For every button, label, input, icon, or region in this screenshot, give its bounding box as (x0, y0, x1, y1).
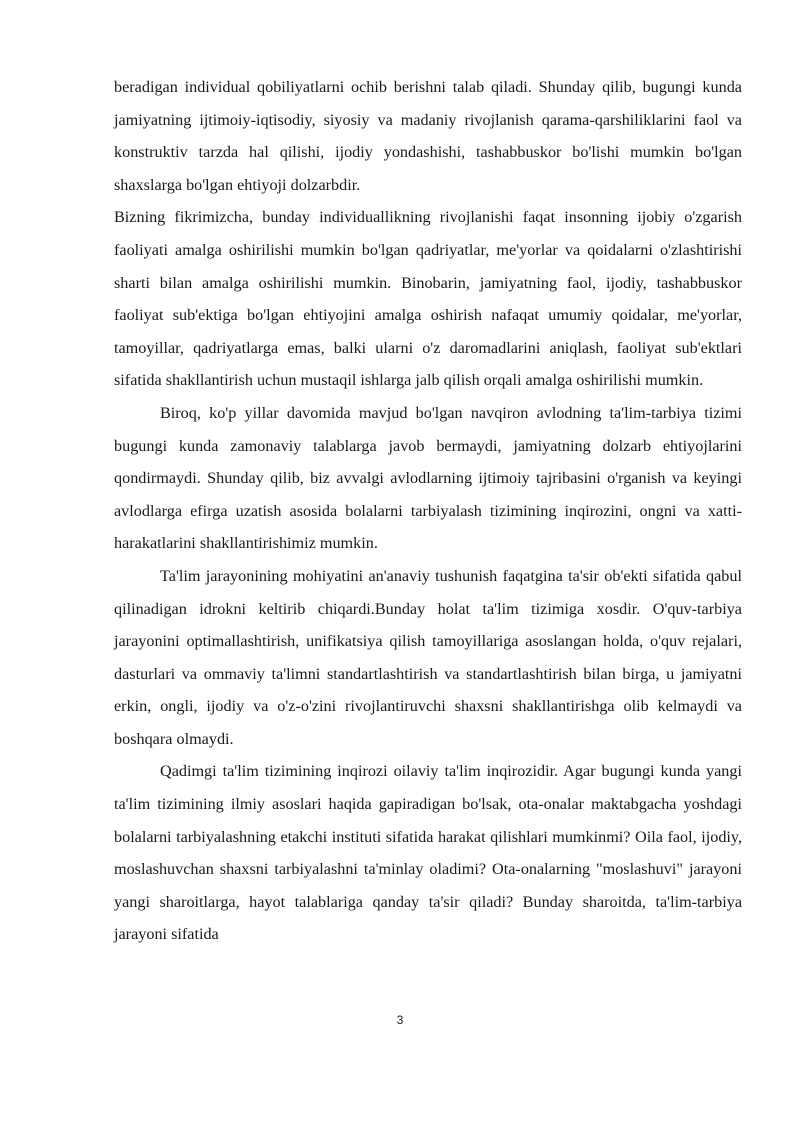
document-body (114, 71, 742, 951)
paragraph-2: Bizning fikrimizcha, bunday individuallikning rivojlanishi faqat insonning ijobiy o'zgarish faoliyati amalga oshirilishi mumkin bo'lgan qadriyatlar, me'yorlar va qoidalarni o'zlashtirishi sharti bilan amalga oshirilishi mumkin. Binobarin, jamiyatning faol, ijodiy, tashabbuskor faoliyat sub'ektiga bo'lgan ehtiyojini amalga oshirish nafaqat umumiy qoidalar, me'yorlar, tamoyillar, qadriyatlarga emas, balki ularni o'z daromadlarini aniqlash, faoliyat sub'ektlari sifatida shakllantirish uchun mustaqil ishlarga jalb qilish orqali amalga oshirilishi mumkin. (114, 208, 742, 390)
page-number: 3 (396, 1013, 404, 1027)
paragraph-1: beradigan individual qobiliyatlarni ochib berishni talab qiladi. Shunday qilib, bugungi kunda jamiyatning ijtimoiy-iqtisodiy, siyosiy va madaniy rivojlanish qarama-qarshiliklarini faol va konstruktiv tarzda hal qilishi, ijodiy yondashishi, tashabbuskor bo'lishi mumkin bo'lgan shaxslarga bo'lgan ehtiyoji dolzarbdir. (114, 78, 742, 194)
paragraph-4: Ta'lim jarayonining mohiyatini an'anaviy tushunish faqatgina ta'sir ob'ekti sifatida qabul qilinadigan idrokni keltirib chiqardi.Bunday holat ta'lim tizimiga xosdir. O'quv-tarbiya jarayonini optimallashtirish, unifikatsiya qilish tamoyillariga asoslangan holda, o'quv rejalari, dasturlari va ommaviy ta'limni standartlashtirish va standartlashtirish bilan birga, u jamiyatni erkin, ongli, ijodiy va o'z-o'zini rivojlantiruvchi shaxsni shakllantirishga olib kelmaydi va boshqara olmaydi. (114, 566, 742, 748)
paragraph-3: Biroq, ko'p yillar davomida mavjud bo'lgan navqiron avlodning ta'lim-tarbiya tizimi bugungi kunda zamonaviy talablarga javob bermaydi, jamiyatning dolzarb ehtiyojlarini qondirmaydi. Shunday qilib, biz avvalgi avlodlarning ijtimoiy tajribasini o'rganish va keyingi avlodlarga efirga uzatish asosida bolalarni tarbiyalash tizimining inqirozini, ongni va xatti-harakatlarini shakllantirishimiz mumkin. (114, 403, 742, 553)
paragraph-5: Qadimgi ta'lim tizimining inqirozi oilaviy ta'lim inqirozidir. Agar bugungi kunda yangi ta'lim tizimining ilmiy asoslari haqida gapiradigan bo'lsak, ota-onalar maktabgacha yoshdagi bolalarni tarbiyalashning etakchi instituti sifatida harakat qilishlari mumkinmi? Oila faol, ijodiy, moslashuvchan shaxsni tarbiyalashni ta'minlay oladimi? Ota-onalarning "moslashuvi" jarayoni yangi sharoitlarga, hayot talablariga qanday ta'sir qiladi? Bunday sharoitda, ta'lim-tarbiya jarayoni sifatida (114, 762, 742, 944)
